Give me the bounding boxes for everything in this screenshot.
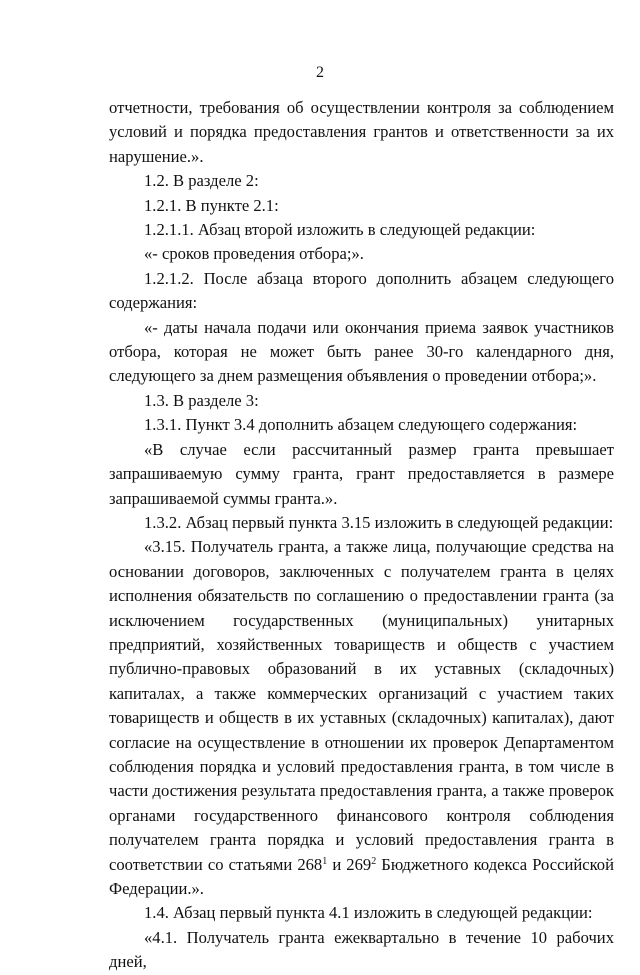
- page-number: 2: [316, 64, 324, 81]
- paragraph: 1.2.1.2. После абзаца второго дополнить абзацем следующего содержания:: [109, 268, 614, 313]
- paragraph-text: Бюджетного кодекса Российской Федерации.».: [109, 854, 614, 898]
- paragraph: 1.3.1. Пункт 3.4 дополнить абзацем следующего содержания:: [144, 415, 578, 435]
- paragraph: 1.3.2. Абзац первый пункта 3.15 изложить в следующей редакции:: [144, 512, 614, 532]
- paragraph: «- даты начала подачи или окончания приема заявок участников отбора, которая не может быть ранее 30-го календарного дня, следующего за днем размещения объявления о проведении отбора;».: [109, 317, 614, 386]
- document-body: [109, 96, 614, 975]
- paragraph: «4.1. Получатель гранта ежеквартально в течение 10 рабочих дней,: [109, 927, 614, 972]
- paragraph: 1.2.1.1. Абзац второй изложить в следующей редакции:: [144, 220, 536, 240]
- superscript: 2: [371, 855, 377, 867]
- paragraph: «- сроков проведения отбора;».: [144, 244, 364, 264]
- paragraph: отчетности, требования об осуществлении контроля за соблюдением условий и порядка предоставления грантов и ответственности за их нарушение.».: [109, 98, 614, 166]
- superscript: 1: [322, 855, 328, 867]
- paragraph-text: «3.15. Получатель гранта, а также лица, получающие средства на основании договоров, заключенных с получателем гранта в целях исполнения обязательств по соглашению о предоставлении гранта (за исключением государственных (муниципальных) унитарных предприятий, хозяйственных товариществ и обществ с участием публично-правовых образований в их уставных (складочных) капиталах, а также коммерческих организаций с участием таких товариществ и обществ в их уставных (складочных) капиталах), дают согласие на осуществление в отношении их проверок Департаментом соблюдения порядка и условий предоставления гранта, в том числе в части достижения результата предоставления гранта, а также проверок органами государственного финансового контроля соблюдения получателем гранта порядка и условий предоставления гранта в соответствии со статьями 268: [109, 537, 614, 874]
- paragraph: 1.2.1. В пункте 2.1:: [144, 195, 279, 215]
- paragraph-text: и 269: [327, 854, 372, 874]
- paragraph: 1.2. В разделе 2:: [144, 171, 259, 191]
- paragraph: 1.3. В разделе 3:: [144, 390, 259, 410]
- paragraph: 1.4. Абзац первый пункта 4.1 изложить в следующей редакции:: [144, 903, 593, 923]
- paragraph-3-15: [109, 535, 614, 901]
- paragraph: «В случае если рассчитанный размер гранта превышает запрашиваемую сумму гранта, грант предоставляется в размере запрашиваемой суммы гранта.».: [109, 439, 614, 508]
